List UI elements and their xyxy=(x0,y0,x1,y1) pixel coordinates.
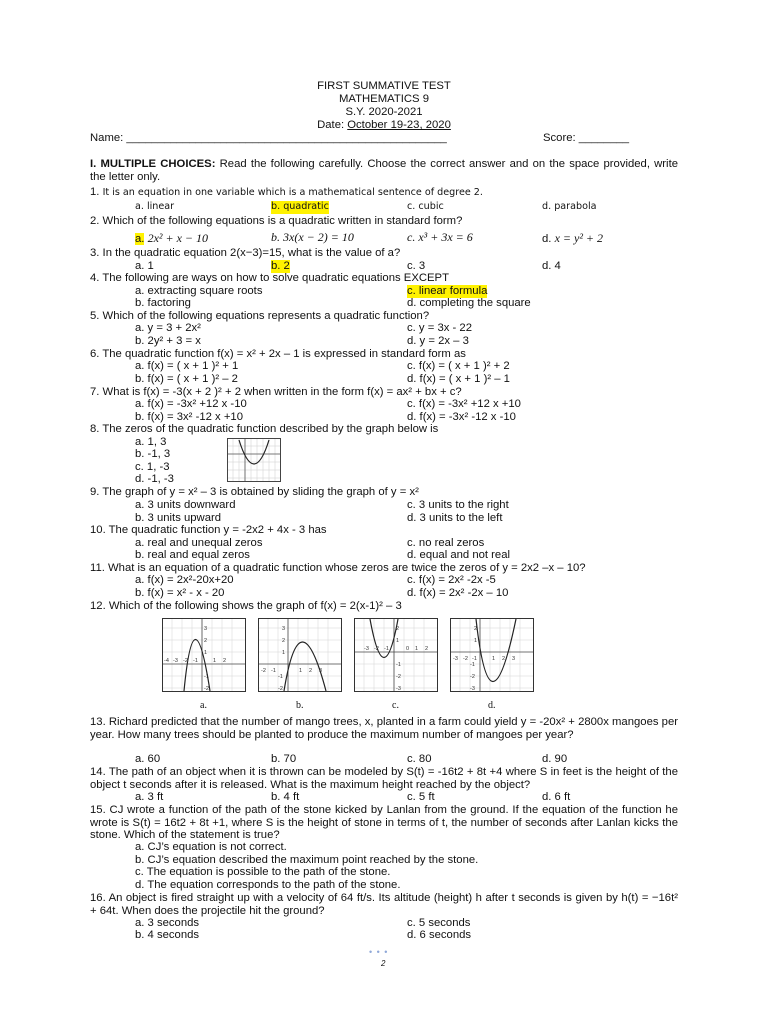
svg-text:-2: -2 xyxy=(183,658,188,664)
svg-text:-3: -3 xyxy=(173,658,178,664)
svg-text:3: 3 xyxy=(282,626,286,632)
svg-text:2: 2 xyxy=(223,658,227,664)
section-title: I. MULTIPLE CHOICES: xyxy=(90,158,216,170)
q13-option-b: b. 70 xyxy=(271,753,297,765)
q2-option-c: c. x³ + 3x = 6 xyxy=(407,230,473,244)
svg-text:-1: -1 xyxy=(472,656,477,662)
q12-caption-a: a. xyxy=(200,700,207,711)
svg-text:2: 2 xyxy=(282,638,286,644)
q4-option-b: b. factoring xyxy=(135,297,191,309)
q11-option-c: c. f(x) = 2x² -2x -5 xyxy=(407,574,496,586)
svg-text:-1: -1 xyxy=(271,668,276,674)
svg-text:1: 1 xyxy=(299,668,303,674)
q11-option-d: d. f(x) = 2x² -2x – 10 xyxy=(407,587,509,599)
q8-parabola-graph xyxy=(227,438,281,482)
q8-option-b: b. -1, 3 xyxy=(135,448,171,460)
q1-option-b: b. quadratic xyxy=(271,201,329,212)
svg-text:3: 3 xyxy=(204,626,208,632)
q2-option-d xyxy=(542,232,603,246)
q8-option-d: d. -1, -3 xyxy=(135,473,174,485)
q12-caption-c: c. xyxy=(392,700,399,711)
svg-text:3: 3 xyxy=(512,656,516,662)
question-11: 11. What is an equation of a quadratic function whose zeros are twice the zeros of y = 2x2 –x – 10? xyxy=(90,562,586,574)
q13-option-a: a. 60 xyxy=(135,753,161,765)
question-8: 8. The zeros of the quadratic function described by the graph below is xyxy=(90,423,439,435)
q10-option-d: d. equal and not real xyxy=(407,549,511,561)
q16-option-b: b. 4 seconds xyxy=(135,929,200,941)
svg-text:-3: -3 xyxy=(396,686,401,692)
q3-option-a: a. 1 xyxy=(135,260,154,272)
question-6: 6. The quadratic function f(x) = x² + 2x – 1 is expressed in standard form as xyxy=(90,348,466,360)
q9-option-b: b. 3 units upward xyxy=(135,512,222,524)
svg-text:-1: -1 xyxy=(470,662,475,668)
q12-caption-b: b. xyxy=(296,700,304,711)
svg-text:1: 1 xyxy=(492,656,496,662)
option-letter: d. xyxy=(542,233,552,245)
option-equation: x = y² + 2 xyxy=(554,231,604,245)
svg-text:-2: -2 xyxy=(261,668,266,674)
date-value: October 19-23, 2020 xyxy=(347,119,451,131)
question-text: It is an equation in one variable which is a mathematical sentence of degree 2. xyxy=(102,187,483,198)
q2-option-b: b. 3x(x − 2) = 10 xyxy=(271,230,354,244)
svg-text:2: 2 xyxy=(502,656,506,662)
q9-option-c: c. 3 units to the right xyxy=(407,499,509,511)
q7-option-d: d. f(x) = -3x² -12 x -10 xyxy=(407,411,516,423)
date-label: Date: xyxy=(317,119,348,131)
q5-option-b: b. 2y² + 3 = x xyxy=(135,335,201,347)
q16-option-d: d. 6 seconds xyxy=(407,929,472,941)
question-12: 12. Which of the following shows the graph of f(x) = 2(x-1)² – 3 xyxy=(90,600,402,612)
svg-text:2: 2 xyxy=(474,626,478,632)
svg-text:-1: -1 xyxy=(193,658,198,664)
q10-option-b: b. real and equal zeros xyxy=(135,549,250,561)
q6-option-b: b. f(x) = ( x + 1 )² – 2 xyxy=(135,373,238,385)
q14-option-a: a. 3 ft xyxy=(135,791,164,803)
svg-text:1: 1 xyxy=(474,638,478,644)
svg-text:0: 0 xyxy=(406,646,410,652)
q3-option-b: b. 2 xyxy=(271,260,290,272)
q5-option-d: d. y = 2x – 3 xyxy=(407,335,469,347)
q2-option-a xyxy=(135,232,208,246)
svg-text:-2: -2 xyxy=(204,686,209,692)
footer-dots: • • • xyxy=(369,947,389,957)
school-year: S.Y. 2020-2021 xyxy=(345,106,423,118)
date-line xyxy=(0,119,768,132)
q6-option-d: d. f(x) = ( x + 1 )² – 1 xyxy=(407,373,510,385)
q5-option-c: c. y = 3x - 22 xyxy=(407,322,472,334)
question-16: 16. An object is fired straight up with a velocity of 64 ft/s. Its altitude (height) h after t seconds is given by h(t) = −16t² + 64t. When does the projectile hit the ground? xyxy=(90,892,678,917)
question-2: 2. Which of the following equations is a quadratic written in standard form? xyxy=(90,215,463,227)
q3-option-c: c. 3 xyxy=(407,260,426,272)
svg-text:-2: -2 xyxy=(396,674,401,680)
subject-title: MATHEMATICS 9 xyxy=(339,93,429,105)
instruction-text: Read the following carefully. Choose the correct answer and on the space provided, write the letter only. xyxy=(90,158,678,183)
q4-option-d: d. completing the square xyxy=(407,297,531,309)
q14-option-c: c. 5 ft xyxy=(407,791,435,803)
q6-option-c: c. f(x) = ( x + 1 )² + 2 xyxy=(407,360,510,372)
q14-option-d: d. 6 ft xyxy=(542,791,571,803)
svg-text:-1: -1 xyxy=(384,646,389,652)
q7-option-c: c. f(x) = -3x² +12 x +10 xyxy=(407,398,521,410)
question-4: 4. The following are ways on how to solve quadratic equations EXCEPT xyxy=(90,272,449,284)
question-13: 13. Richard predicted that the number of mango trees, x, planted in a farm could yield y = -20x² + 2800x mangoes per year. How many trees should be planted to produce the maximum number of mangoes per year? xyxy=(90,716,678,741)
svg-text:1: 1 xyxy=(282,650,286,656)
question-10: 10. The quadratic function y = -2x2 + 4x - 3 has xyxy=(90,524,327,536)
q1-option-d: d. parabola xyxy=(542,201,597,212)
q5-option-a: a. y = 3 + 2x² xyxy=(135,322,201,334)
svg-text:1: 1 xyxy=(415,646,419,652)
svg-text:-1: -1 xyxy=(396,662,401,668)
q12-graph-c xyxy=(354,618,438,692)
q9-option-a: a. 3 units downward xyxy=(135,499,236,511)
q7-option-a: a. f(x) = -3x² +12 x -10 xyxy=(135,398,247,410)
q15-option-c: c. The equation is possible to the path of the stone. xyxy=(135,866,391,878)
question-7: 7. What is f(x) = -3(x + 2 )² + 2 when written in the form f(x) = ax² + bx + c? xyxy=(90,386,462,398)
q3-option-d: d. 4 xyxy=(542,260,561,272)
option-equation: 2x² + x − 10 xyxy=(147,231,209,245)
q12-graph-b xyxy=(258,618,342,692)
q12-graph-a xyxy=(162,618,246,692)
svg-text:-3: -3 xyxy=(470,686,475,692)
q10-option-c: c. no real zeros xyxy=(407,537,485,549)
q1-option-a: a. linear xyxy=(135,201,175,212)
q4-option-a: a. extracting square roots xyxy=(135,285,263,297)
q13-option-d: d. 90 xyxy=(542,753,568,765)
q14-option-b: b. 4 ft xyxy=(271,791,300,803)
svg-text:-1: -1 xyxy=(204,674,209,680)
question-number: 1. xyxy=(90,186,103,198)
svg-text:1: 1 xyxy=(213,658,217,664)
score-field: Score: ________ xyxy=(543,132,630,144)
svg-text:3: 3 xyxy=(319,668,323,674)
svg-text:-3: -3 xyxy=(364,646,369,652)
svg-text:2: 2 xyxy=(425,646,429,652)
svg-text:-2: -2 xyxy=(470,674,475,680)
q12-caption-d: d. xyxy=(488,700,496,711)
page-number: 2 xyxy=(381,959,386,968)
q16-option-a: a. 3 seconds xyxy=(135,917,200,929)
q1-option-c: c. cubic xyxy=(407,201,444,212)
svg-text:2: 2 xyxy=(309,668,313,674)
svg-text:-1: -1 xyxy=(278,674,283,680)
q8-option-c: c. 1, -3 xyxy=(135,461,170,473)
question-5: 5. Which of the following equations represents a quadratic function? xyxy=(90,310,430,322)
q15-option-a: a. CJ’s equation is not correct. xyxy=(135,841,287,853)
q9-option-d: d. 3 units to the left xyxy=(407,512,503,524)
test-title: FIRST SUMMATIVE TEST xyxy=(317,80,451,92)
question-15: 15. CJ wrote a function of the path of the stone kicked by Lanlan from the ground. If the equation of the function he wrote is S(t) = 16t2 + 8t +1, where S is the height of stone in terms of t, the number of seconds after Lanlan kicks the stone. Which of the statement is true? xyxy=(90,804,678,842)
q10-option-a: a. real and unequal zeros xyxy=(135,537,263,549)
q7-option-b: b. f(x) = 3x² -12 x +10 xyxy=(135,411,243,423)
svg-text:-2: -2 xyxy=(278,686,283,692)
svg-text:-3: -3 xyxy=(453,656,458,662)
question-1 xyxy=(90,186,483,200)
q15-option-d: d. The equation corresponds to the path of the stone. xyxy=(135,879,401,891)
q6-option-a: a. f(x) = ( x + 1 )² + 1 xyxy=(135,360,239,372)
q13-option-c: c. 80 xyxy=(407,753,432,765)
svg-text:2: 2 xyxy=(396,626,400,632)
svg-text:-2: -2 xyxy=(374,646,379,652)
q15-option-b: b. CJ’s equation described the maximum point reached by the stone. xyxy=(135,854,479,866)
svg-text:-2: -2 xyxy=(463,656,468,662)
svg-text:1: 1 xyxy=(396,638,400,644)
name-field: Name: ___________________________________________________ xyxy=(90,132,447,144)
q11-option-b: b. f(x) = x² - x - 20 xyxy=(135,587,225,599)
question-3: 3. In the quadratic equation 2(x−3)=15, what is the value of a? xyxy=(90,247,401,259)
option-letter: a. xyxy=(135,233,145,245)
q8-option-a: a. 1, 3 xyxy=(135,436,167,448)
q12-graph-d xyxy=(450,618,534,692)
svg-text:1: 1 xyxy=(204,650,208,656)
svg-text:2: 2 xyxy=(204,638,208,644)
section-instruction xyxy=(90,158,678,183)
svg-text:-4: -4 xyxy=(164,658,169,664)
q4-option-c: c. linear formula xyxy=(407,285,488,297)
q16-option-c: c. 5 seconds xyxy=(407,917,471,929)
question-9: 9. The graph of y = x² – 3 is obtained by sliding the graph of y = x² xyxy=(90,486,419,498)
question-14: 14. The path of an object when it is thrown can be modeled by S(t) = -16t2 + 8t +4 where S in feet is the height of the object t seconds after it is released. What is the maximum height reached by the object? xyxy=(90,766,678,791)
q11-option-a: a. f(x) = 2x²-20x+20 xyxy=(135,574,234,586)
